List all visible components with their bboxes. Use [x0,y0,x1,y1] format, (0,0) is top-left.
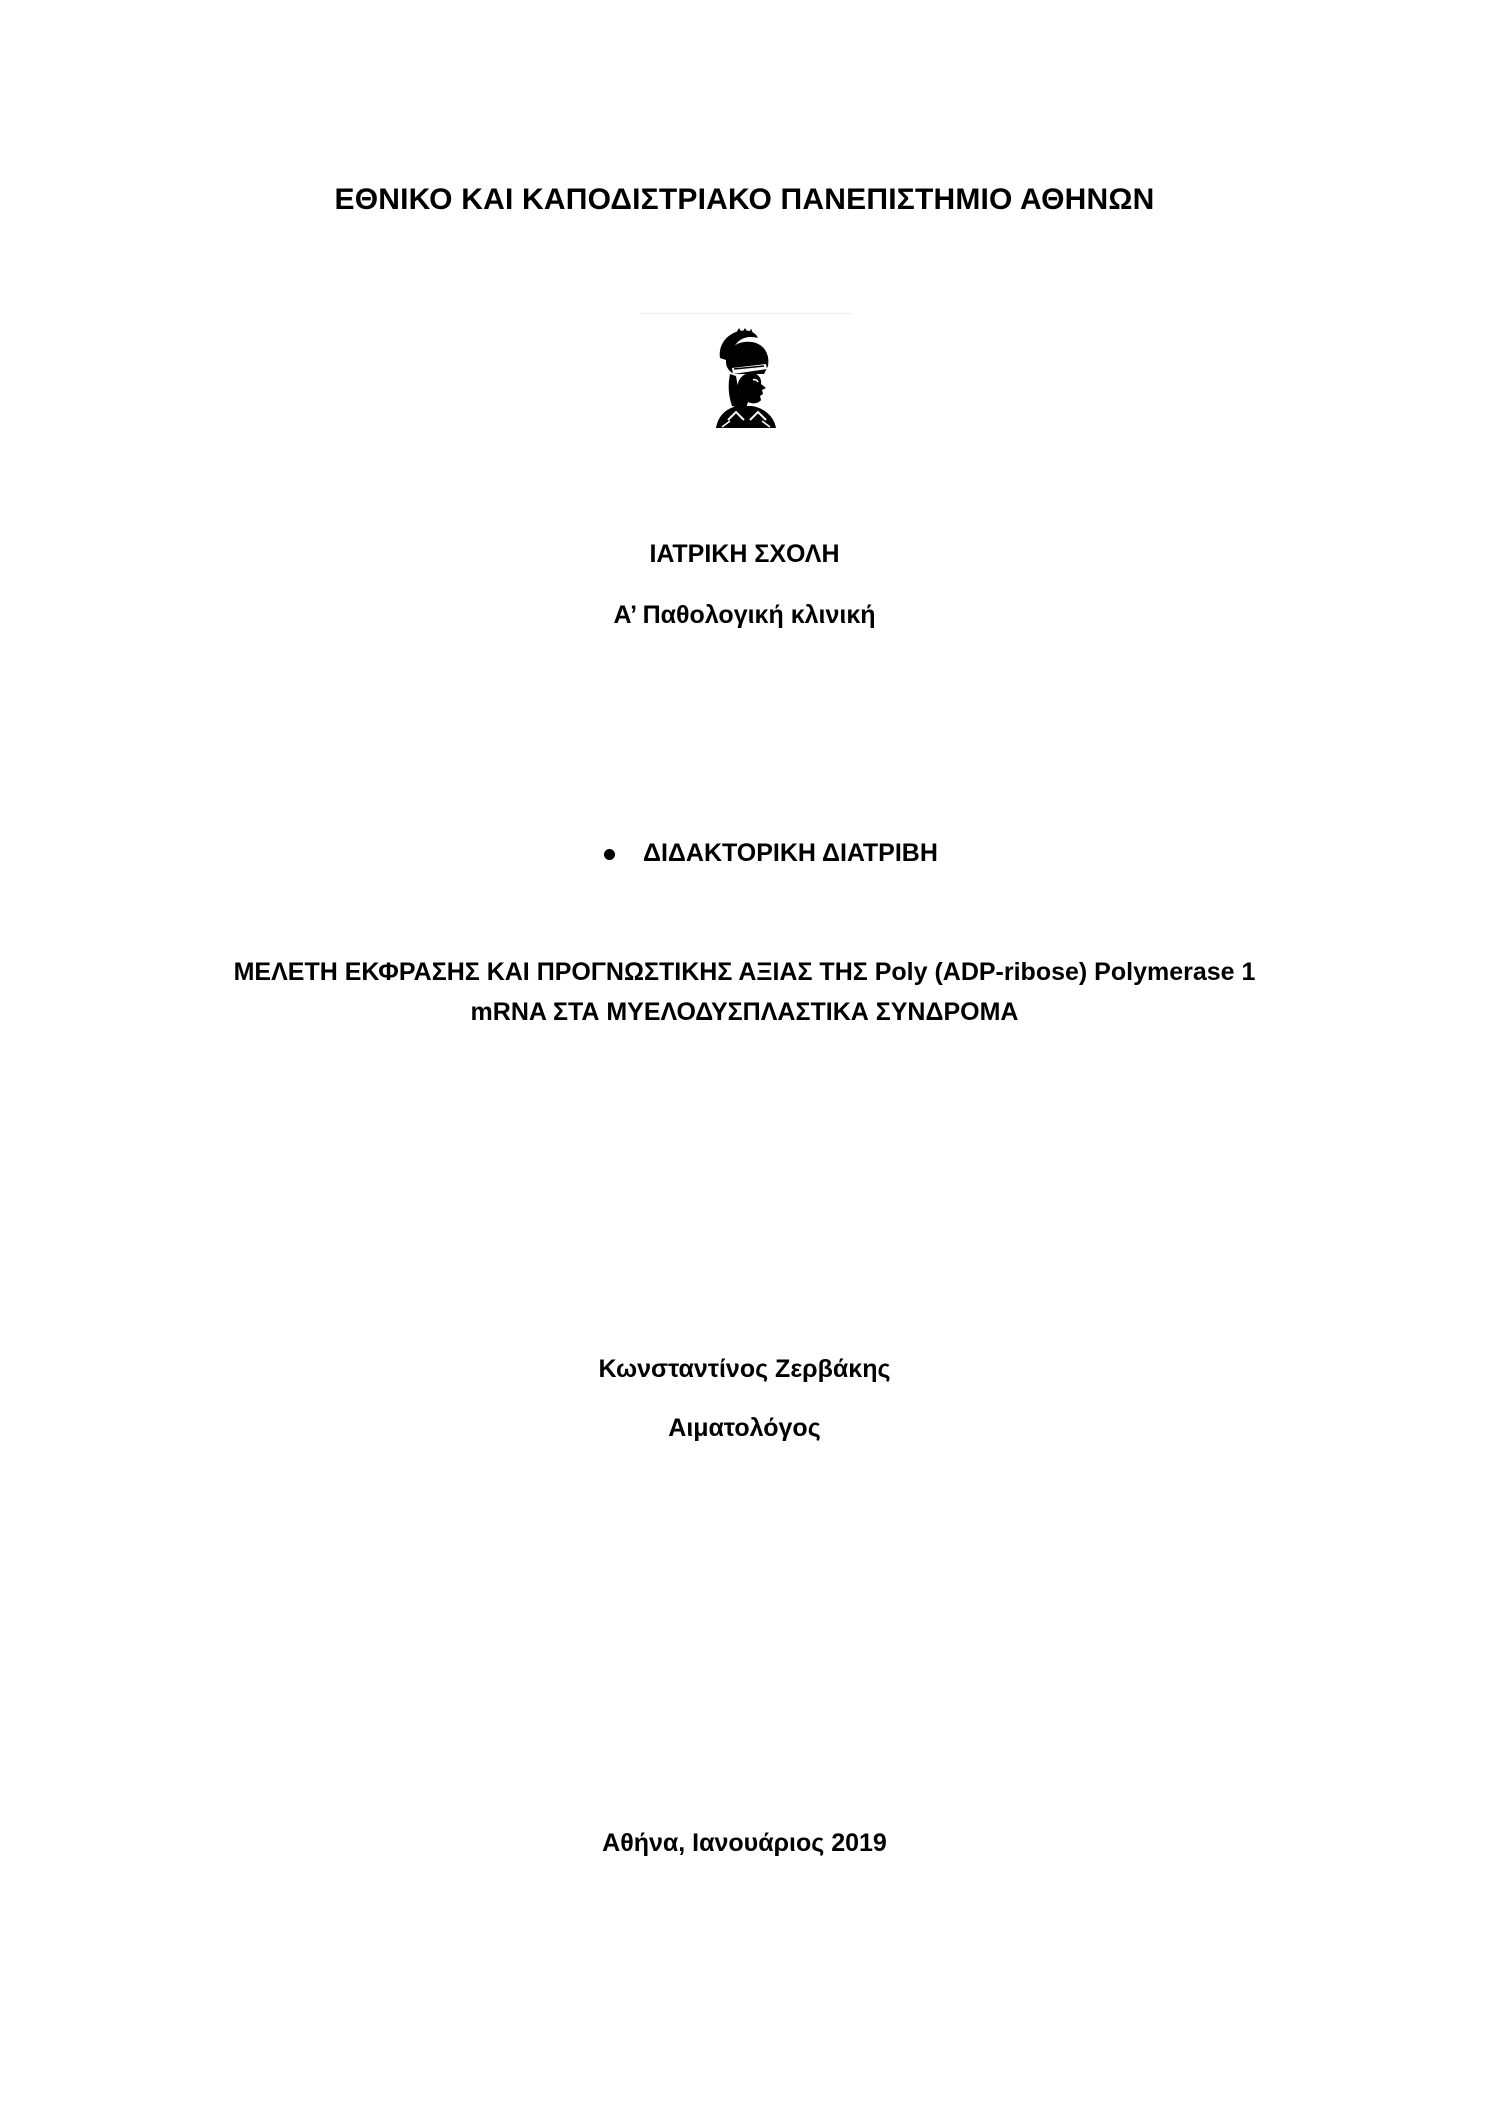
thesis-type-label: ΔΙΔΑΚΤΟΡΙΚΗ ΔΙΑΤΡΙΒΗ [643,839,938,867]
university-logo [640,313,852,431]
thesis-title-line-2: mRNA ΣΤΑ ΜΥΕΛΟΔΥΣΠΛΑΣΤΙΚΑ ΣΥΝΔΡΟΜΑ [470,998,1019,1026]
athena-head-logo-icon [706,328,786,428]
clinic-name: Α’ Παθολογική κλινική [613,601,876,629]
thesis-title-line-1: ΜΕΛΕΤΗ ΕΚΦΡΑΣΗΣ ΚΑΙ ΠΡΟΓΝΩΣΤΙΚΗΣ ΑΞΙΑΣ ΤΗΣ Poly (ADP-ribose) Polymerase 1 [233,958,1256,986]
logo-divider [640,313,852,314]
place-and-date: Αθήνα, Ιανουάριος 2019 [602,1829,887,1857]
author-role: Αιματολόγος [668,1414,821,1442]
university-name: ΕΘΝΙΚΟ ΚΑΙ ΚΑΠΟΔΙΣΤΡΙΑΚΟ ΠΑΝΕΠΙΣΤΗΜΙΟ ΑΘΗΝΩΝ [334,183,1155,216]
school-name: ΙΑΤΡΙΚΗ ΣΧΟΛΗ [649,540,840,568]
author-name: Κωνσταντίνος Ζερβάκης [598,1355,891,1383]
thesis-type-item [0,839,1489,873]
bullet-icon [604,849,615,860]
